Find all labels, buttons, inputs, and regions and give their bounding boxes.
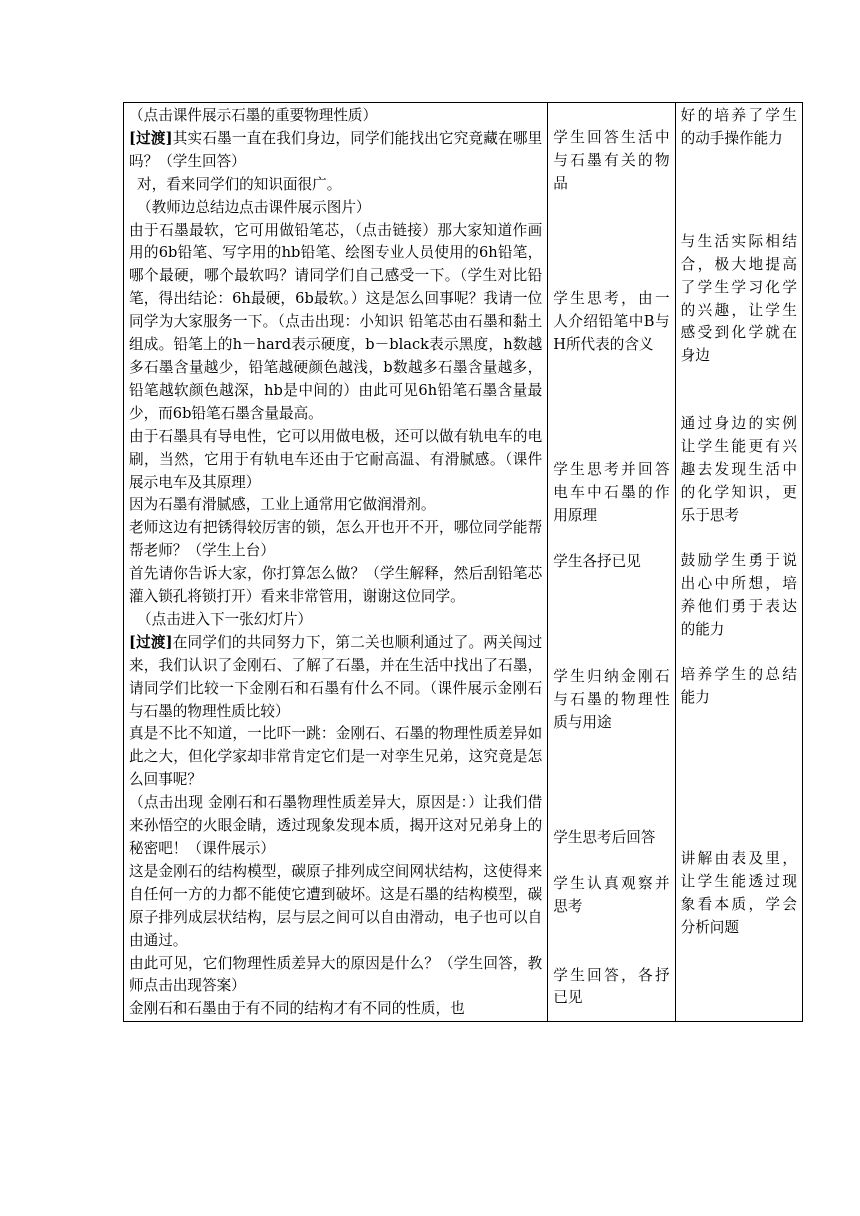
design-intent-column [675, 103, 802, 1022]
design-intent: 与生活实际相结合，极大地提高了学生学习化学的兴趣，让学生感受到化学就在身边 [680, 232, 797, 365]
student-activity: 学生回答，各抒已见 [553, 966, 670, 1007]
paragraph-text: 其实石墨一直在我们身边，同学们能找出它究竟藏在哪里吗？（学生回答） [129, 129, 543, 170]
design-intent: 通过身边的实例让学生能更有兴趣去发现生活中的化学知识，更乐于思考 [680, 415, 797, 524]
student-activity-column [548, 103, 675, 1022]
paragraph: （教师边总结边点击课件展示图片） [137, 198, 371, 216]
student-activity: 学生归纳金刚石与石墨的物理性质与用途 [553, 668, 670, 731]
paragraph: （点击课件展示石墨的重要物理性质） [129, 107, 378, 124]
paragraph-text: 在同学们的共同努力下，第二关也顺利通过了。两关闯过来，我们认识了金刚石、了解了石墨，并在生活中找出了石墨，请同学们比较一下金刚石和石墨有什么不同。（课件展示金刚石与石墨的物理性质比较） [129, 633, 543, 720]
paragraph: （点击出现 金刚石和石墨物理性质差异大，原因是：）让我们借来孙悟空的火眼金睛，透过现象发现本质，揭开这对兄弟身上的秘密吧！（课件展示） [129, 794, 543, 857]
transition-tag: [过渡] [129, 129, 173, 147]
paragraph: 这是金刚石的结构模型，碳原子排列成空间网状结构，这使得来自任何一方的力都不能使它遭到破坏。这是石墨的结构模型，碳原子排列成层状结构，层与层之间可以自由滑动，电子也可以自由通过。 [129, 862, 543, 949]
paragraph: 因为石墨有滑腻感，工业上通常用它做润滑剂。 [129, 496, 436, 514]
table-row [124, 103, 803, 1022]
paragraph: （点击进入下一张幻灯片） [137, 610, 313, 628]
design-intent: 好的培养了学生的动手操作能力 [680, 107, 797, 147]
design-intent: 讲解由表及里，让学生能透过现象看本质，学会分析问题 [680, 850, 797, 936]
paragraph [129, 632, 542, 724]
paragraph: 由于石墨具有导电性，它可以用做电极，还可以做有轨电车的电刷，当然，它用于有轨电车还由于它耐高温、有滑腻感。（课件展示电车及其原理） [129, 427, 543, 491]
paragraph [129, 128, 542, 174]
student-activity: 学生各抒已见 [553, 553, 641, 571]
transition-tag: [过渡] [129, 633, 173, 651]
student-activity: 学生思考后回答 [553, 828, 656, 846]
paragraph: 对，看来同学们的知识面很广。 [137, 175, 342, 193]
paragraph: 首先请你告诉大家，你打算怎么做？（学生解释，然后刮铅笔芯灌入锁孔将锁打开）看来非常管用，谢谢这位同学。 [129, 565, 543, 606]
student-activity: 学生认真观察并思考 [553, 874, 670, 915]
teacher-activity-column [124, 103, 548, 1022]
paragraph: 老师这边有把锈得较厉害的锁，怎么开也开不开，哪位同学能帮帮老师？（学生上台） [129, 519, 543, 560]
paragraph: 由此可见，它们物理性质差异大的原因是什么？（学生回答，教师点击出现答案） [129, 954, 543, 995]
student-activity: 学生回答生活中与石墨有关的物品 [553, 129, 670, 192]
paragraph: 金刚石和石墨由于有不同的结构才有不同的性质，也 [129, 1000, 465, 1018]
paragraph: 由于石墨最软，它可用做铅笔芯，（点击链接）那大家知道作画用的6b铅笔、写字用的hb铅笔、绘图专业人员使用的6h铅笔，哪个最硬，哪个最软吗？请同学们自己感受一下。（学生对比铅笔，得出结论：6h最硬，6b最软。）这是怎么回事呢？我请一位同学为大家服务一下。（点击出现：小知识 铅笔芯由石墨和黏土组成。铅笔上的h－hard表示硬度，b－black表示黑度，h数越多石墨含量越少，铅笔越硬颜色越浅，b数越多石墨含量越多，铅笔越软颜色越深，hb是中间的）由此可见6h铅笔石墨含量最少，而6b铅笔石墨含量最高。 [129, 221, 543, 422]
design-intent: 鼓励学生勇于说出心中所想，培养他们勇于表达的能力 [680, 551, 797, 638]
student-activity: 学生思考，由一人介绍铅笔中B与H所代表的含义 [553, 289, 670, 353]
paragraph: 真是不比不知道，一比吓一跳：金刚石、石墨的物理性质差异如此之大，但化学家却非常肯定它们是一对孪生兄弟，这究竟是怎么回事呢？ [129, 725, 543, 789]
lesson-plan-table [123, 102, 803, 1022]
student-activity: 学生思考并回答电车中石墨的作用原理 [553, 461, 670, 525]
design-intent: 培养学生的总结能力 [680, 666, 797, 707]
